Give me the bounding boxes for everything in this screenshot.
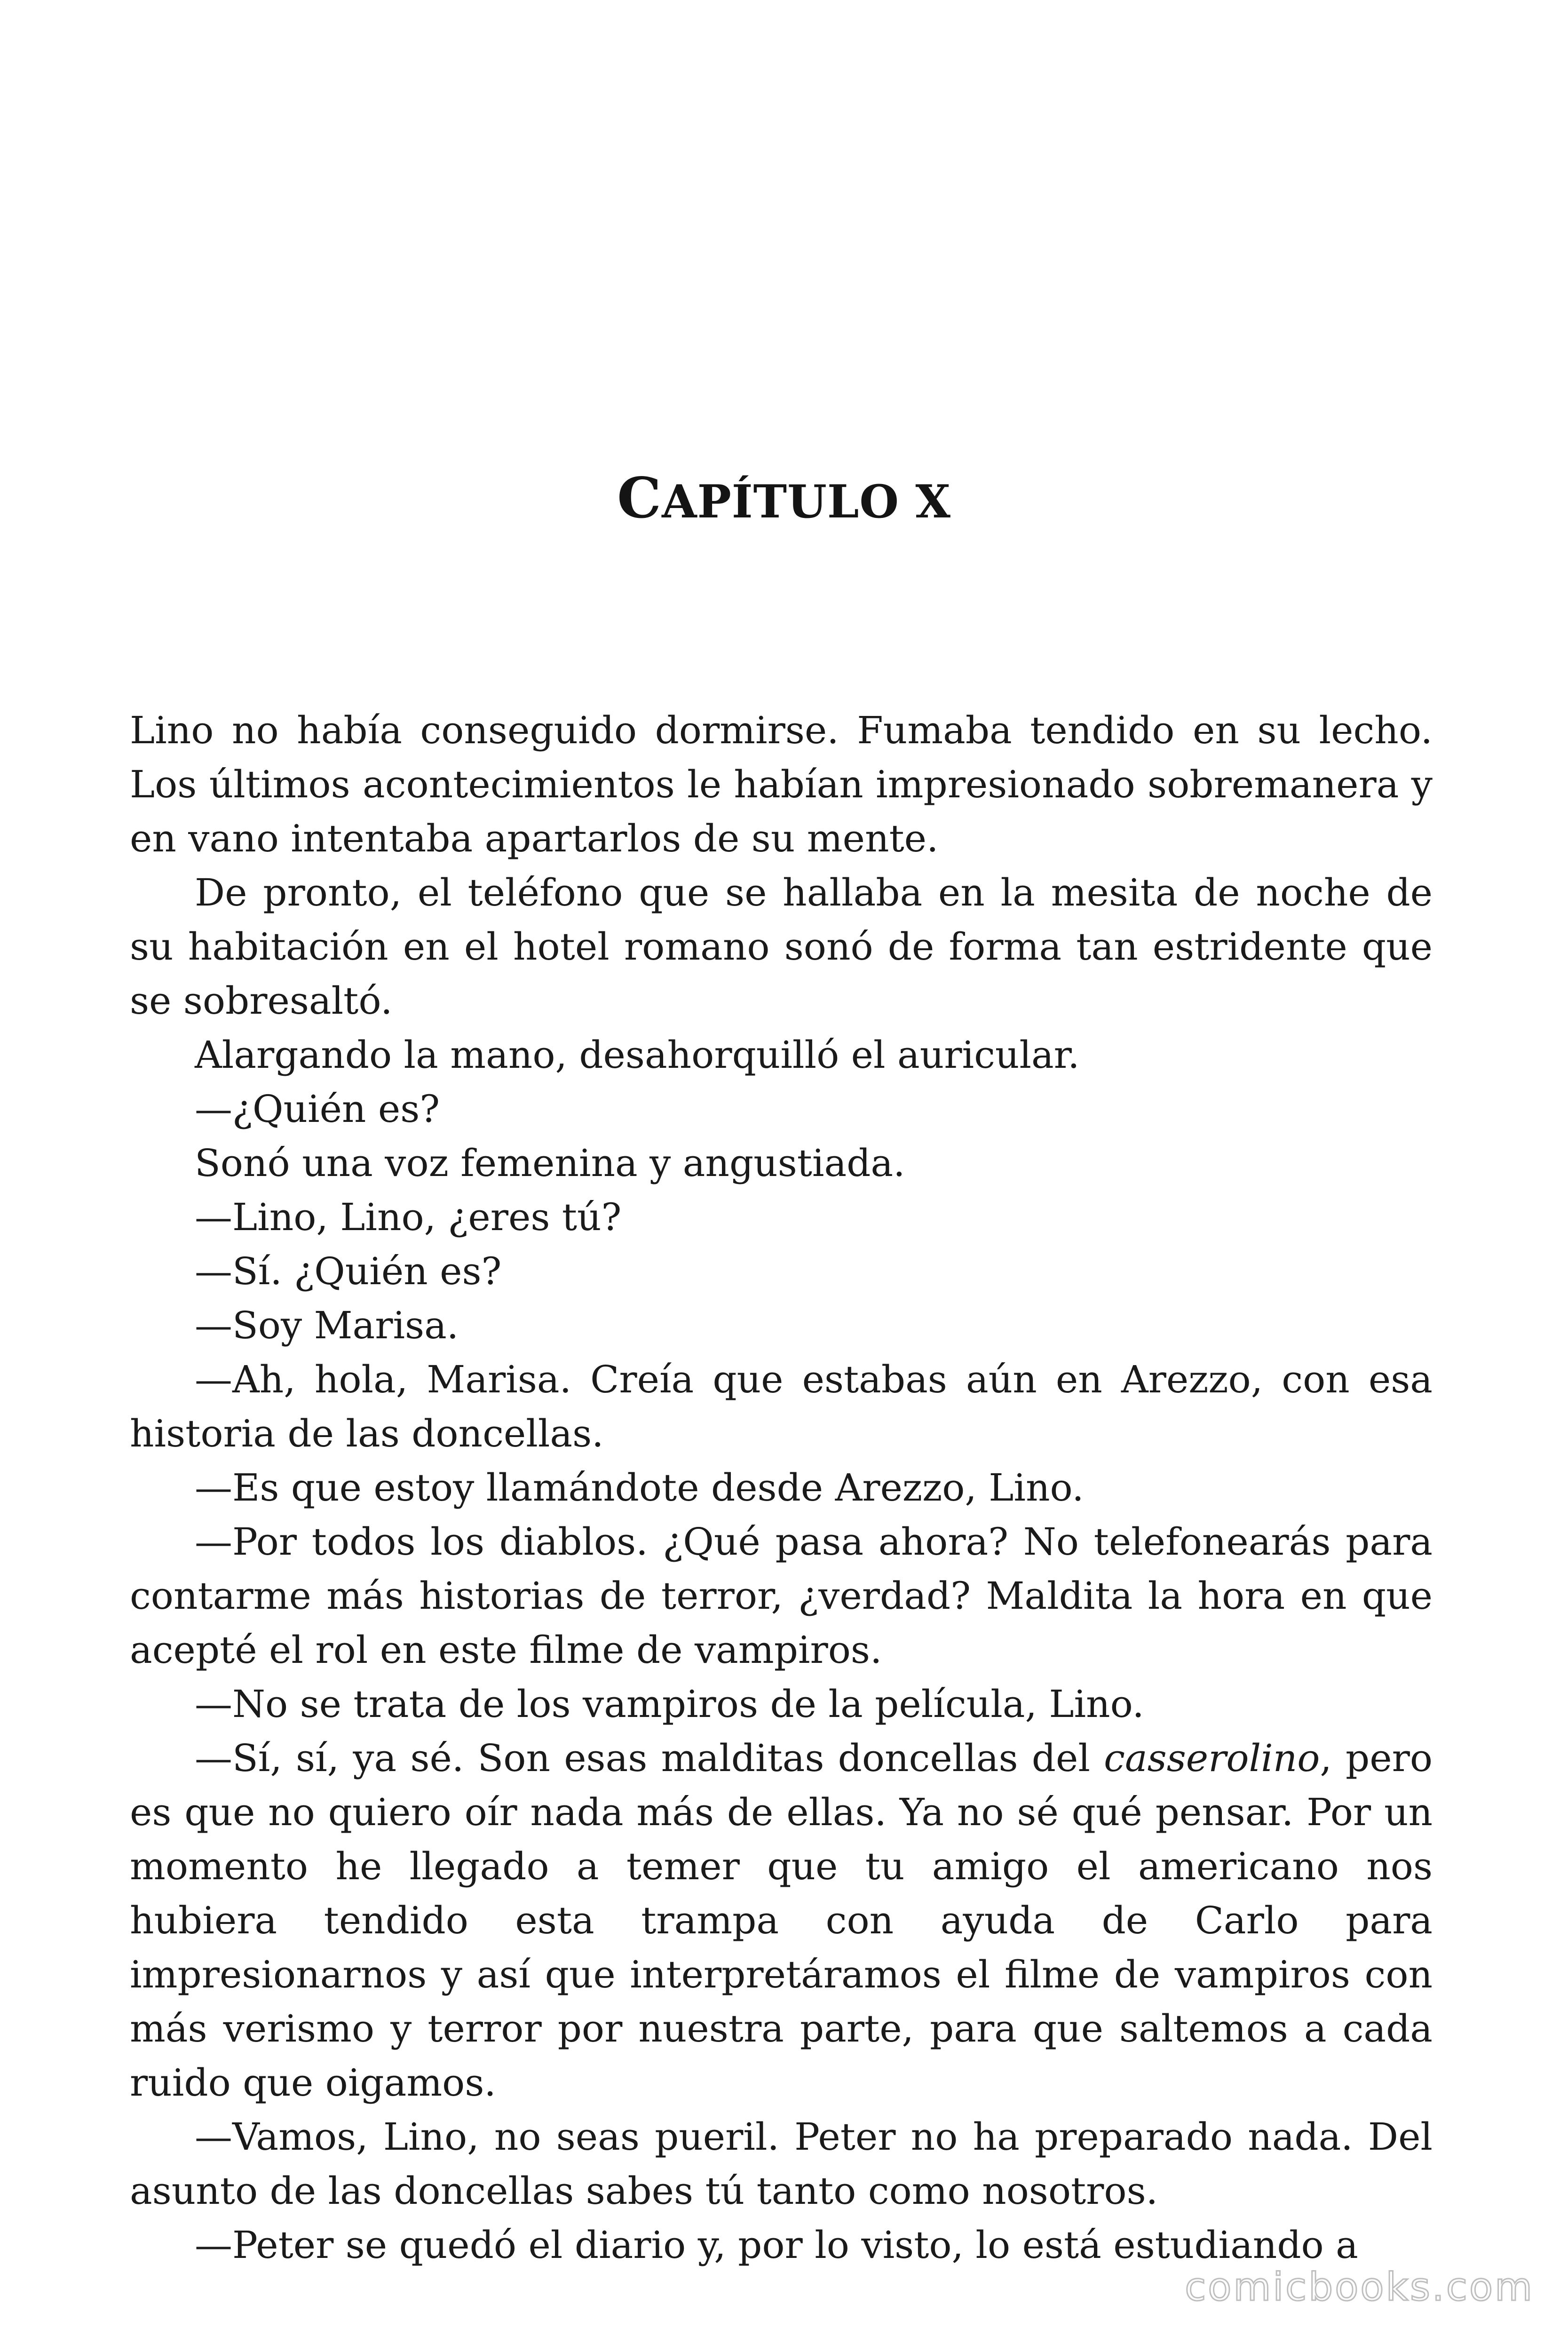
dialogue-text: , pero es que no quiero oír nada más de ellas. Ya no sé qué pensar. Por un momento he llegado a temer que tu amigo el americano nos hubiera tendido esta trampa con ayuda de Carlo para impresionarnos y así que interpretáramos el filme de vampiros con más verismo y terror por nuestra parte, para que saltemos a cada ruido que oigamos. <box>130 1736 1433 2105</box>
paragraph: Sonó una voz femenina y angustiada. <box>195 1141 905 1185</box>
paragraph: Lino no había conseguido dormirse. Fumaba tendido en su lecho. Los últimos acontecimientos le habían impresionado sobremanera y en vano intentaba apartarlos de su mente. <box>130 708 1433 860</box>
dialogue-line: —Vamos, Lino, no seas pueril. Peter no ha preparado nada. Del asunto de las doncellas sabes tú tanto como nosotros. <box>130 2115 1433 2213</box>
dialogue-line: —Sí. ¿Quién es? <box>195 1249 502 1293</box>
dialogue-line: —Soy Marisa. <box>195 1303 459 1347</box>
chapter-heading-initial: C <box>617 465 662 531</box>
dialogue-line: —¿Quién es? <box>195 1087 440 1131</box>
watermark-logo: comicbooks.com <box>1185 2265 1534 2310</box>
dialogue-line: —Por todos los diablos. ¿Qué pasa ahora? No telefonearás para contarme más historias de terror, ¿verdad? Maldita la hora en que acepté el rol en este filme de vampiros. <box>130 1520 1433 1672</box>
dialogue-line: —Es que estoy llamándote desde Arezzo, Lino. <box>195 1466 1084 1510</box>
chapter-body <box>130 703 1433 2272</box>
chapter-heading <box>0 465 1568 531</box>
paragraph: Alargando la mano, desahorquilló el auricular. <box>195 1033 1080 1077</box>
dialogue-line: —Lino, Lino, ¿eres tú? <box>195 1195 622 1239</box>
paragraph: De pronto, el teléfono que se hallaba en la mesita de noche de su habitación en el hotel romano sonó de forma tan estridente que se sobresaltó. <box>130 871 1433 1023</box>
chapter-heading-rest: APÍTULO X <box>662 475 951 528</box>
italic-term: casserolino <box>1104 1736 1320 1780</box>
dialogue-line: —Ah, hola, Marisa. Creía que estabas aún en Arezzo, con esa historia de las doncellas. <box>130 1358 1433 1455</box>
dialogue-text: —Sí, sí, ya sé. Son esas malditas doncellas del <box>195 1736 1104 1780</box>
dialogue-line: —Peter se quedó el diario y, por lo visto, lo está estudiando a <box>195 2223 1358 2267</box>
dialogue-line: —No se trata de los vampiros de la película, Lino. <box>195 1682 1144 1726</box>
dialogue-line <box>130 1731 1433 2110</box>
